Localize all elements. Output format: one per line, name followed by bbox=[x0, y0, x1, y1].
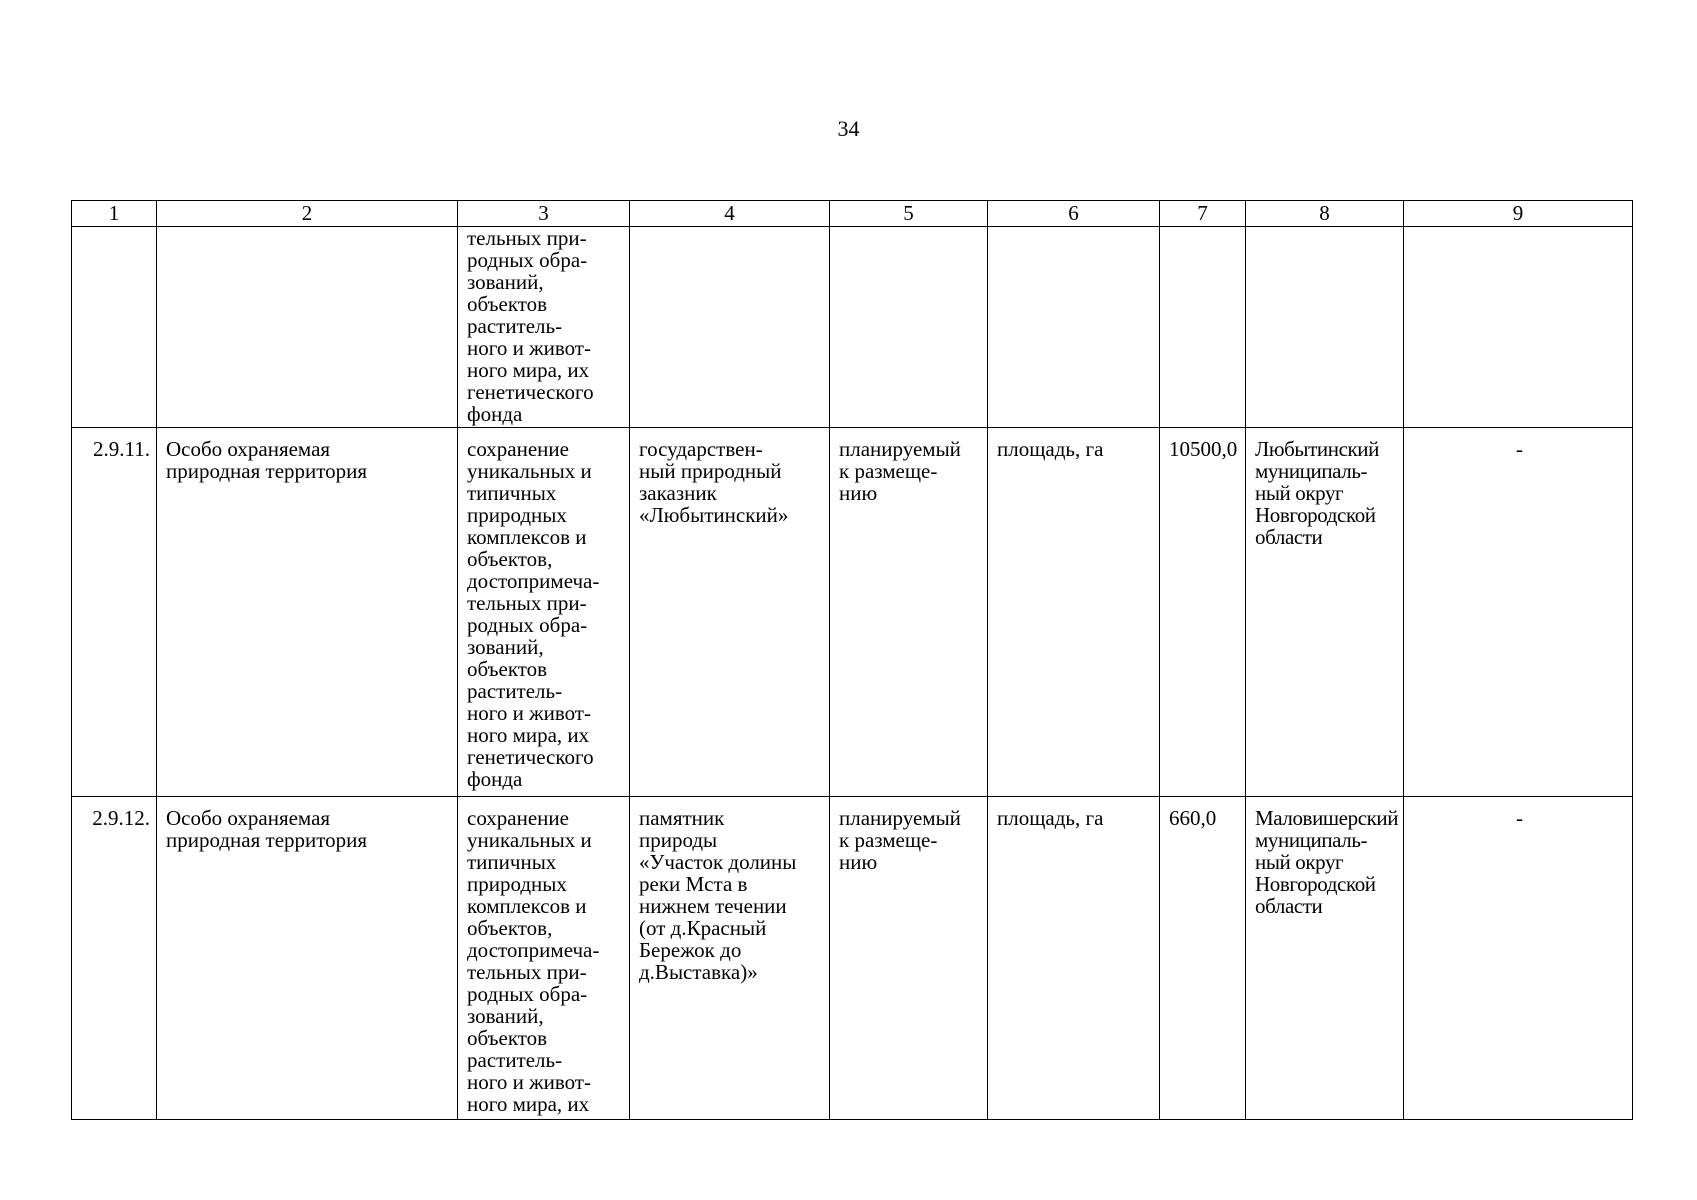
status-text: планируемый к размеще- нию bbox=[839, 437, 961, 505]
zone-cell bbox=[1404, 797, 1633, 1120]
object-name: государствен- ный природный заказник «Любытинский» bbox=[639, 437, 789, 527]
status-text: планируемый к размеще- нию bbox=[839, 806, 961, 874]
purpose-cell bbox=[458, 227, 630, 428]
location-cell bbox=[1246, 797, 1404, 1120]
object-type: Особо охраняемая природная территория bbox=[166, 437, 368, 483]
location-text: Маловишерский муниципаль- ный округ Новгородской области bbox=[1255, 806, 1399, 918]
column-header: 1 bbox=[72, 201, 157, 227]
purpose-cell bbox=[458, 797, 630, 1120]
column-header: 7 bbox=[1160, 201, 1246, 227]
value-cell bbox=[1160, 428, 1246, 797]
object-name-cell bbox=[630, 227, 830, 428]
value-cell bbox=[1160, 227, 1246, 428]
value-text: 10500,0 bbox=[1169, 437, 1238, 461]
column-header: 6 bbox=[988, 201, 1160, 227]
value-text: 660,0 bbox=[1169, 806, 1217, 830]
parameter-text: площадь, га bbox=[997, 806, 1104, 830]
row-number: 2.9.11. bbox=[93, 437, 150, 461]
object-name-cell bbox=[630, 428, 830, 797]
status-cell bbox=[830, 227, 988, 428]
zone-text: - bbox=[1516, 437, 1523, 461]
purpose-text: сохранение уникальных и типичных природных комплексов и объектов, достопримеча- тельных при- родных обра- зований, объектов раститель- ного и живот- ного мира, их bbox=[467, 806, 600, 1116]
page-number: 34 bbox=[837, 116, 860, 141]
column-header: 3 bbox=[458, 201, 630, 227]
objects-table bbox=[71, 200, 1633, 1120]
object-name: памятник природы «Участок долины реки Мста в нижнем течении (от д.Красный Бережок до д.Выставка)» bbox=[639, 806, 797, 984]
header-row bbox=[72, 201, 1633, 227]
status-cell bbox=[830, 797, 988, 1120]
parameter-cell bbox=[988, 797, 1160, 1120]
zone-cell bbox=[1404, 227, 1633, 428]
purpose-text: тельных при- родных обра- зований, объектов раститель- ного и живот- ного мира, их генетического фонда bbox=[467, 226, 594, 426]
purpose-text: сохранение уникальных и типичных природных комплексов и объектов, достопримеча- тельных при- родных обра- зований, объектов раститель- ного и живот- ного мира, их генетического фонда bbox=[467, 437, 600, 791]
column-header: 8 bbox=[1246, 201, 1404, 227]
row-number: 2.9.12. bbox=[92, 806, 150, 830]
value-cell bbox=[1160, 797, 1246, 1120]
column-header: 5 bbox=[830, 201, 988, 227]
status-cell bbox=[830, 428, 988, 797]
column-header: 4 bbox=[630, 201, 830, 227]
location-cell bbox=[1246, 428, 1404, 797]
object-type: Особо охраняемая природная территория bbox=[166, 806, 368, 852]
object-type-cell bbox=[157, 227, 458, 428]
parameter-cell bbox=[988, 428, 1160, 797]
row-number-cell bbox=[72, 227, 157, 428]
object-name-cell bbox=[630, 797, 830, 1120]
object-type-cell bbox=[157, 797, 458, 1120]
location-cell bbox=[1246, 227, 1404, 428]
purpose-cell bbox=[458, 428, 630, 797]
row-number-cell bbox=[72, 428, 157, 797]
parameter-text: площадь, га bbox=[997, 437, 1104, 461]
object-type-cell bbox=[157, 428, 458, 797]
column-header: 9 bbox=[1404, 201, 1633, 227]
location-text: Любытинский муниципаль- ный округ Новгородской области bbox=[1255, 437, 1379, 549]
column-header: 2 bbox=[157, 201, 458, 227]
parameter-cell bbox=[988, 227, 1160, 428]
table-row bbox=[72, 428, 1633, 797]
table-row bbox=[72, 227, 1633, 428]
zone-cell bbox=[1404, 428, 1633, 797]
row-number-cell bbox=[72, 797, 157, 1120]
zone-text: - bbox=[1516, 806, 1523, 830]
table-row bbox=[72, 797, 1633, 1120]
